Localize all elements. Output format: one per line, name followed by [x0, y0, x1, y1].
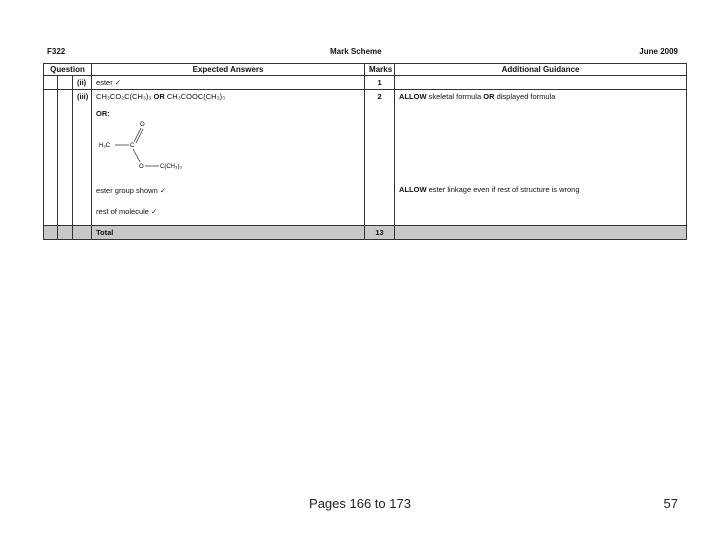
doc-date: June 2009 — [639, 47, 678, 56]
header-question: Question — [44, 64, 92, 76]
answer-cell — [92, 90, 365, 226]
guidance-line-1 — [399, 92, 682, 101]
structure-o-top: O — [140, 122, 145, 128]
part-label: (iii) — [73, 90, 92, 226]
marks-cell: 2 — [365, 90, 395, 226]
page-range: Pages 166 to 173 — [309, 496, 411, 511]
header-answers: Expected Answers — [92, 64, 365, 76]
guidance-line-2 — [399, 185, 682, 194]
table-row — [44, 76, 687, 90]
mark-scheme-table — [43, 63, 687, 240]
question-cell — [44, 226, 58, 240]
rest-of-molecule: rest of molecule ✓ — [96, 207, 158, 216]
doc-title: Mark Scheme — [330, 47, 382, 56]
question-cell — [58, 90, 73, 226]
page-number: 57 — [663, 496, 678, 511]
formula-b: CH₃COOC(CH₃)₃ — [166, 92, 226, 101]
question-cell — [44, 76, 58, 90]
or-inline: OR — [483, 92, 495, 101]
allow-label: ALLOW — [399, 185, 427, 194]
header-marks: Marks — [365, 64, 395, 76]
guidance-text: skeletal formula — [428, 92, 482, 101]
allow-label: ALLOW — [399, 92, 427, 101]
or-label: OR: — [96, 109, 110, 118]
header-guidance: Additional Guidance — [395, 64, 687, 76]
structure-ch3: H₃C — [99, 143, 111, 149]
question-cell — [58, 226, 73, 240]
total-label: Total — [92, 226, 365, 240]
structure-carbon: C — [130, 143, 135, 149]
question-cell — [44, 90, 58, 226]
total-row — [44, 226, 687, 240]
guidance-cell — [395, 90, 687, 226]
formula-a: CH₃CO₂C(CH₃)₃ — [96, 92, 152, 101]
question-cell — [58, 76, 73, 90]
formula-line — [96, 92, 360, 101]
guidance-cell — [395, 76, 687, 90]
guidance-text: displayed formula — [496, 92, 556, 101]
doc-code: F322 — [47, 47, 66, 56]
guidance-cell — [395, 226, 687, 240]
marks-cell: 1 — [365, 76, 395, 90]
question-cell — [73, 226, 92, 240]
table-row — [44, 90, 687, 226]
guidance-text: ester linkage even if rest of structure is wrong — [428, 185, 580, 194]
table-header-row — [44, 64, 687, 76]
answer-cell: ester ✓ — [92, 76, 365, 90]
structure-o-mid: O — [139, 164, 144, 170]
ester-structure-diagram — [96, 120, 216, 178]
or-inline: OR — [153, 92, 165, 101]
ester-group-shown: ester group shown ✓ — [96, 186, 167, 195]
part-label: (ii) — [73, 76, 92, 90]
structure-tbutyl: C(CH₃)₃ — [160, 164, 182, 170]
total-marks: 13 — [365, 226, 395, 240]
